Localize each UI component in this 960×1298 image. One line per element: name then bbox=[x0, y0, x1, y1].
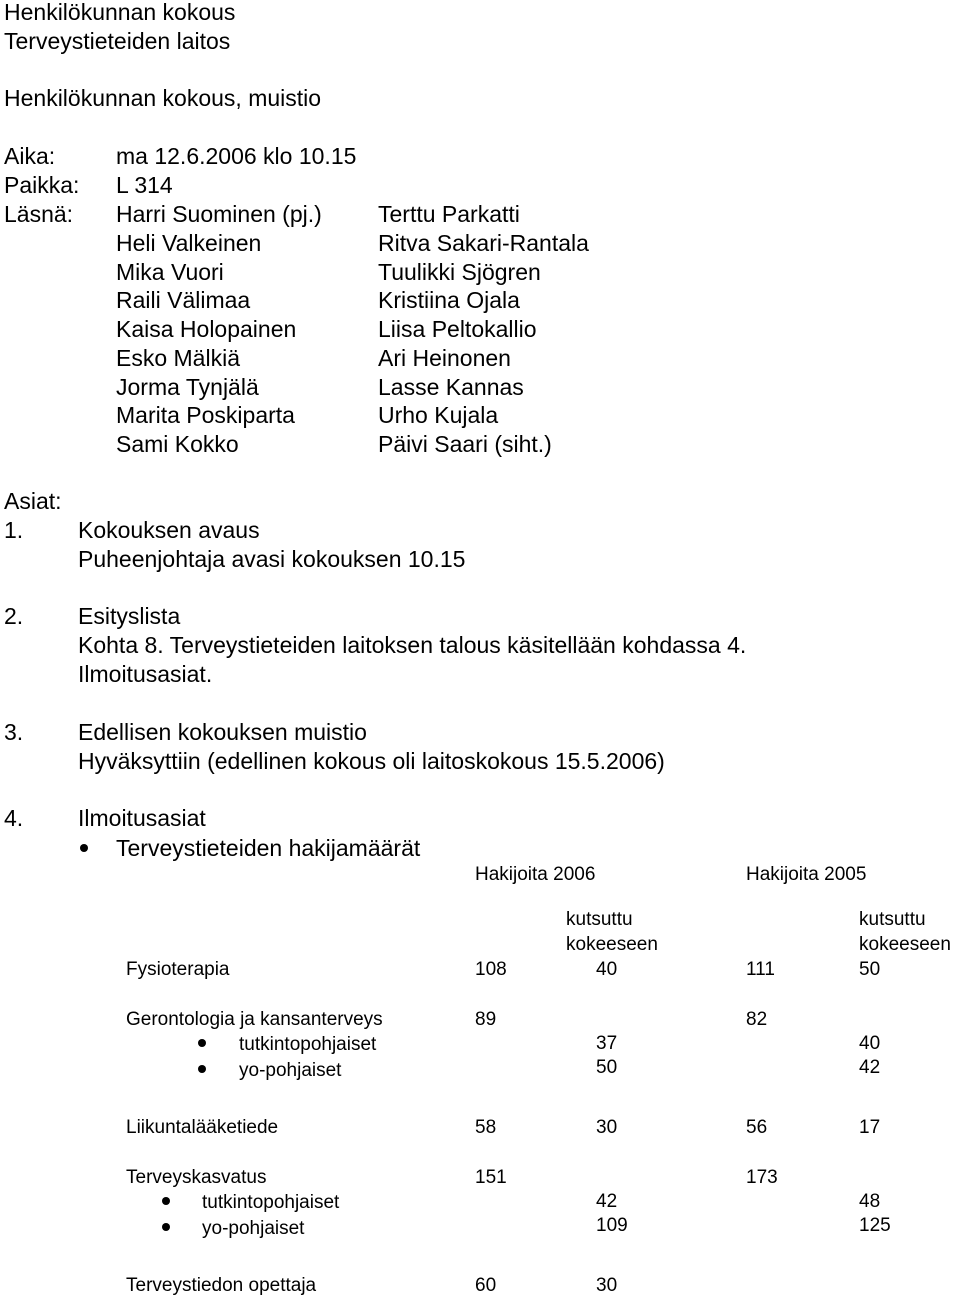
header-2006: Hakijoita 2006 bbox=[475, 864, 596, 885]
agenda-item-text: Hyväksyttiin (edellinen kokous oli laitoskokous 15.5.2006) bbox=[78, 748, 665, 774]
attendee-col2: Päivi Saari (siht.) bbox=[378, 431, 552, 457]
applicants-2006: 108 bbox=[475, 959, 507, 980]
invited-2005: 50 bbox=[859, 959, 881, 980]
bullet-text: Terveystieteiden hakijamäärät bbox=[116, 835, 421, 861]
invited-2006: 37 bbox=[596, 1033, 618, 1054]
applicants-2005: 111 bbox=[746, 959, 775, 980]
attendee-col2: Urho Kujala bbox=[378, 402, 499, 428]
attendee-col1: Esko Mälkiä bbox=[116, 345, 240, 371]
agenda-item-text: Puheenjohtaja avasi kokouksen 10.15 bbox=[78, 546, 466, 572]
applicants-2005: 173 bbox=[746, 1167, 778, 1188]
org-name: Henkilökunnan kokous bbox=[4, 0, 236, 25]
bullet-icon bbox=[162, 1223, 170, 1231]
applicants-2005: 82 bbox=[746, 1009, 768, 1030]
applicants-2006: 151 bbox=[475, 1167, 507, 1188]
attendee-col1: Heli Valkeinen bbox=[116, 230, 262, 256]
attendee-col1: Marita Poskiparta bbox=[116, 402, 295, 428]
agenda-item-title: Esityslista bbox=[78, 603, 181, 629]
attendee-col1: Mika Vuori bbox=[116, 259, 224, 285]
agenda-item-title: Ilmoitusasiat bbox=[78, 805, 206, 831]
applicants-2005: 56 bbox=[746, 1117, 768, 1138]
attendee-col2: Ritva Sakari-Rantala bbox=[378, 230, 589, 256]
attendee-col1: Kaisa Holopainen bbox=[116, 316, 297, 342]
agenda-item-text: Ilmoitusasiat. bbox=[78, 661, 213, 687]
row-label: Terveystiedon opettaja bbox=[126, 1275, 317, 1296]
present-label: Läsnä: bbox=[4, 201, 74, 227]
attendee-col1: Sami Kokko bbox=[116, 431, 239, 457]
row-label: Fysioterapia bbox=[126, 959, 230, 980]
place-label: Paikka: bbox=[4, 172, 80, 198]
invited-2006: 50 bbox=[596, 1057, 618, 1078]
attendee-col1: Jorma Tynjälä bbox=[116, 374, 259, 400]
invited-2006: 42 bbox=[596, 1191, 618, 1212]
attendee-col2: Terttu Parkatti bbox=[378, 201, 520, 227]
agenda-item-title: Kokouksen avaus bbox=[78, 517, 260, 543]
bullet-icon bbox=[198, 1065, 206, 1073]
invited-2005: 125 bbox=[859, 1215, 891, 1236]
place-value: L 314 bbox=[116, 172, 173, 198]
invited-header-2005-line2: kokeeseen bbox=[859, 934, 951, 955]
row-label: tutkintopohjaiset bbox=[202, 1192, 340, 1213]
invited-2006: 109 bbox=[596, 1215, 628, 1236]
invited-header-2006-line1: kutsuttu bbox=[566, 909, 633, 930]
invited-2005: 48 bbox=[859, 1191, 881, 1212]
time-value: ma 12.6.2006 klo 10.15 bbox=[116, 143, 357, 169]
applicants-2006: 89 bbox=[475, 1009, 497, 1030]
invited-2006: 30 bbox=[596, 1275, 618, 1296]
agenda-item-number: 1. bbox=[4, 517, 24, 543]
row-label: tutkintopohjaiset bbox=[239, 1034, 377, 1055]
bullet-icon bbox=[198, 1039, 206, 1047]
agenda-item-text: Kohta 8. Terveystieteiden laitoksen talous käsitellään kohdassa 4. bbox=[78, 632, 747, 658]
invited-header-2006-line2: kokeeseen bbox=[566, 934, 658, 955]
row-label: yo-pohjaiset bbox=[202, 1218, 305, 1239]
applicants-2006: 58 bbox=[475, 1117, 497, 1138]
bullet-icon bbox=[80, 844, 88, 852]
attendee-col2: Ari Heinonen bbox=[378, 345, 511, 371]
agenda-item-title: Edellisen kokouksen muistio bbox=[78, 719, 367, 745]
attendee-col2: Kristiina Ojala bbox=[378, 287, 520, 313]
invited-2006: 30 bbox=[596, 1117, 618, 1138]
agenda-heading: Asiat: bbox=[4, 488, 62, 514]
agenda-item-number: 4. bbox=[4, 805, 24, 831]
attendee-col1: Raili Välimaa bbox=[116, 287, 251, 313]
attendee-col2: Lasse Kannas bbox=[378, 374, 524, 400]
invited-2006: 40 bbox=[596, 959, 618, 980]
row-label: Liikuntalääketiede bbox=[126, 1117, 279, 1138]
row-label: Gerontologia ja kansanterveys bbox=[126, 1009, 383, 1030]
agenda-item-number: 2. bbox=[4, 603, 24, 629]
time-label: Aika: bbox=[4, 143, 56, 169]
row-label: Terveyskasvatus bbox=[126, 1167, 267, 1188]
row-label: yo-pohjaiset bbox=[239, 1060, 342, 1081]
invited-header-2005-line1: kutsuttu bbox=[859, 909, 926, 930]
header-2005: Hakijoita 2005 bbox=[746, 864, 867, 885]
applicants-2006: 60 bbox=[475, 1275, 497, 1296]
invited-2005: 42 bbox=[859, 1057, 881, 1078]
agenda-item-number: 3. bbox=[4, 719, 24, 745]
bullet-icon bbox=[162, 1197, 170, 1205]
invited-2005: 17 bbox=[859, 1117, 881, 1138]
invited-2005: 40 bbox=[859, 1033, 881, 1054]
document-title: Henkilökunnan kokous, muistio bbox=[4, 85, 322, 111]
attendee-col1: Harri Suominen (pj.) bbox=[116, 201, 322, 227]
attendee-col2: Liisa Peltokallio bbox=[378, 316, 537, 342]
department-name: Terveystieteiden laitos bbox=[4, 28, 231, 54]
attendee-col2: Tuulikki Sjögren bbox=[378, 259, 541, 285]
